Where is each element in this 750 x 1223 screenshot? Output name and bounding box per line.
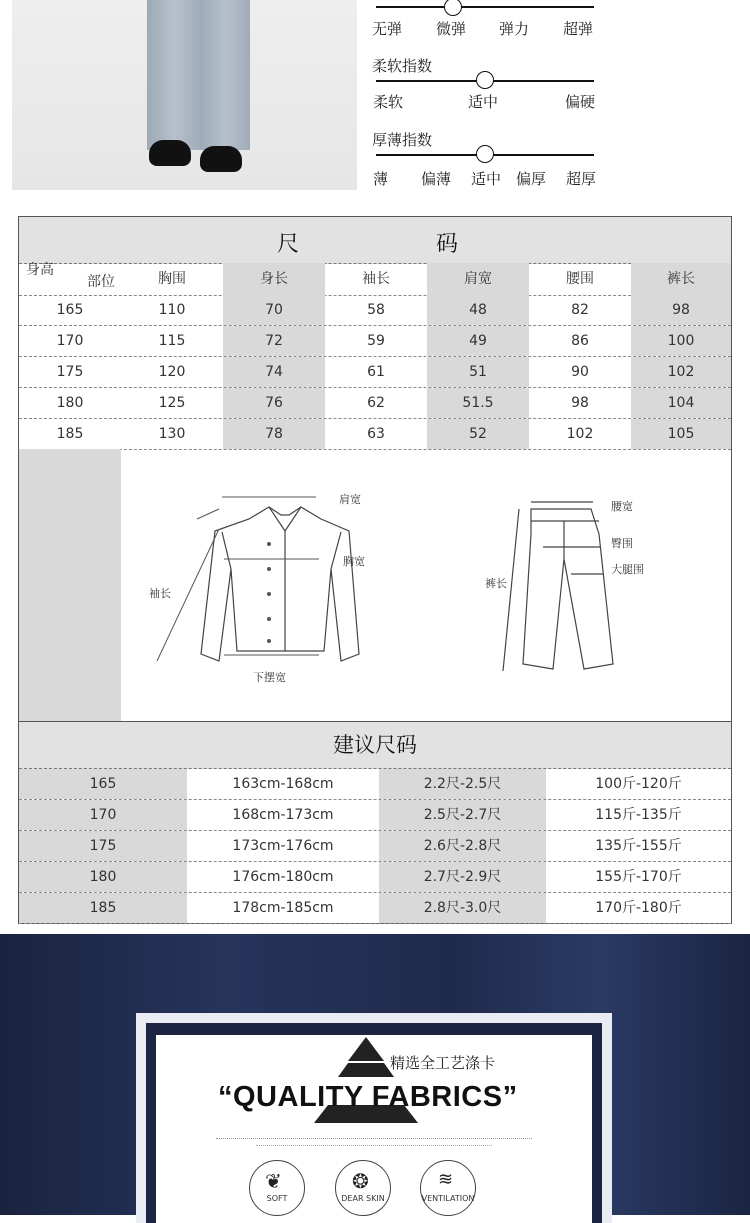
measurement-cell: 48 (427, 295, 529, 325)
weight-range-cell: 115斤-135斤 (595, 807, 682, 823)
banner-card (136, 1013, 612, 1223)
sleeve-label: 袖长 (149, 587, 171, 600)
weight-range-cell: 155斤-170斤 (595, 869, 682, 885)
feature-label: SOFT (266, 1194, 288, 1203)
fabric-index-scales (370, 0, 610, 200)
height-range-cell: 163cm-168cm (232, 776, 334, 792)
measurement-cell: 74 (223, 357, 325, 387)
measurement-cell: 110 (158, 302, 186, 318)
scale-label: 适中 (471, 170, 502, 188)
measurement-cell: 78 (223, 419, 325, 449)
measurement-diagrams (19, 449, 731, 722)
height-cell: 180 (56, 395, 84, 411)
measurement-cell: 58 (367, 302, 385, 318)
banner-card-paper (156, 1035, 592, 1223)
waist-range-cell: 2.2尺-2.5尺 (379, 769, 546, 799)
measurement-cell: 82 (571, 302, 589, 318)
scale-label: 偏薄 (421, 170, 452, 188)
suggested-size-row (19, 831, 731, 862)
column-header: 袖长 (362, 271, 390, 287)
size-table-header (19, 263, 731, 296)
leaf-icon: ❦ (265, 1169, 282, 1193)
airflow-icon: ≋ (438, 1169, 454, 1190)
size-table-title (19, 217, 731, 264)
feature-label: DEAR SKIN (341, 1194, 385, 1203)
measurement-cell: 105 (631, 419, 731, 449)
measurement-cell: 102 (631, 357, 731, 387)
corner-cell (19, 263, 121, 295)
measurement-cell: 52 (427, 419, 529, 449)
softness-scale-marker (476, 71, 494, 89)
size-table-row (19, 419, 731, 450)
weight-range-cell: 100斤-120斤 (595, 776, 682, 792)
elasticity-scale-marker (444, 0, 462, 16)
suggested-size-row (19, 769, 731, 800)
column-header: 身长 (223, 263, 325, 295)
banner-subtitle: 精选全工艺涤卡 (390, 1054, 496, 1072)
fine-print-line (216, 1138, 532, 1141)
fine-print-line (256, 1145, 492, 1148)
shirt-drawing (201, 507, 359, 661)
scale-label: 偏硬 (565, 93, 596, 111)
left-trouser-leg (147, 0, 202, 150)
measurement-cell: 90 (571, 364, 589, 380)
hip-label: 臀围 (611, 537, 633, 550)
feature-badge (420, 1160, 476, 1216)
corner-top-label: 身高 (26, 262, 54, 278)
scale-label: 超厚 (566, 170, 597, 188)
measurement-cell: 104 (631, 388, 731, 418)
measurement-cell: 61 (367, 364, 385, 380)
size-table-row (19, 326, 731, 357)
measurement-cell: 62 (367, 395, 385, 411)
measurement-cell: 98 (571, 395, 589, 411)
scale-label: 适中 (468, 93, 499, 111)
height-cell: 185 (56, 426, 84, 442)
scale-label: 微弹 (436, 20, 467, 38)
height-range-cell: 168cm-173cm (232, 807, 334, 823)
garment-diagram-svg (19, 449, 731, 721)
size-cell: 180 (19, 862, 187, 892)
measurement-cell: 49 (427, 326, 529, 356)
measurement-cell: 120 (158, 364, 186, 380)
suggested-size-title: 建议尺码 (19, 722, 731, 769)
size-table-row (19, 388, 731, 419)
thickness-scale-marker (476, 145, 494, 163)
measurement-cell: 59 (367, 333, 385, 349)
measurement-cell: 102 (566, 426, 594, 442)
height-cell: 165 (56, 302, 84, 318)
suggested-size-row (19, 800, 731, 831)
right-trouser-leg (200, 0, 250, 150)
suggested-size-row (19, 893, 731, 924)
weight-range-cell: 135斤-155斤 (595, 838, 682, 854)
banner-title: “QUALITY FABRICS” (218, 1081, 518, 1113)
right-shoe (200, 146, 242, 172)
banner-card-frame (146, 1023, 602, 1223)
measurement-cell: 125 (158, 395, 186, 411)
feature-badge (335, 1160, 391, 1216)
size-cell: 170 (19, 800, 187, 830)
suggested-size-row (19, 862, 731, 893)
column-header: 肩宽 (427, 263, 529, 295)
measurement-cell: 130 (158, 426, 186, 442)
shirt-measure-lines (157, 497, 319, 661)
measurement-cell: 63 (367, 426, 385, 442)
scale-label: 超弹 (563, 20, 594, 38)
measurement-cell: 115 (158, 333, 186, 349)
weight-range-cell: 170斤-180斤 (595, 900, 682, 916)
column-header: 胸围 (158, 271, 186, 287)
size-title-left: 尺 (277, 232, 300, 257)
waist-range-cell: 2.8尺-3.0尺 (379, 893, 546, 923)
measurement-cell: 51 (427, 357, 529, 387)
height-range-cell: 176cm-180cm (232, 869, 334, 885)
chest-label: 胸宽 (343, 555, 365, 568)
measurement-cell: 70 (223, 295, 325, 325)
softness-scale-title: 柔软指数 (372, 57, 433, 75)
measurement-cell: 72 (223, 326, 325, 356)
feature-label: VENTILATION (421, 1194, 475, 1203)
size-cell: 185 (19, 893, 187, 923)
shirt-buttons (267, 542, 271, 643)
elasticity-scale-line (376, 6, 594, 8)
skin-icon: ❂ (352, 1169, 369, 1193)
height-range-cell: 178cm-185cm (232, 900, 334, 916)
pants-length-label: 裤长 (485, 577, 507, 590)
measurement-cell: 51.5 (427, 388, 529, 418)
feature-badge (249, 1160, 305, 1216)
height-cell: 170 (56, 333, 84, 349)
waist-range-cell: 2.7尺-2.9尺 (379, 862, 546, 892)
column-header: 腰围 (566, 271, 594, 287)
thigh-label: 大腿围 (611, 563, 644, 576)
hem-label: 下摆宽 (253, 671, 286, 684)
waist-label: 腰宽 (611, 500, 633, 513)
column-header: 裤长 (631, 263, 731, 295)
height-range-cell: 173cm-176cm (232, 838, 334, 854)
fabric-banner (0, 934, 750, 1215)
waist-range-cell: 2.6尺-2.8尺 (379, 831, 546, 861)
measurement-cell: 76 (223, 388, 325, 418)
size-table-row (19, 357, 731, 388)
size-cell: 165 (19, 769, 187, 799)
height-cell: 175 (56, 364, 84, 380)
scale-label: 柔软 (373, 93, 404, 111)
shoulder-label: 肩宽 (339, 493, 361, 506)
scale-label: 弹力 (499, 20, 530, 38)
waist-range-cell: 2.5尺-2.7尺 (379, 800, 546, 830)
pants-drawing (503, 502, 613, 671)
scale-label: 薄 (373, 170, 389, 188)
measurement-cell: 86 (571, 333, 589, 349)
corner-bottom-label: 部位 (87, 274, 115, 290)
scale-label: 偏厚 (516, 170, 547, 188)
measurement-cell: 98 (631, 295, 731, 325)
size-table-row (19, 295, 731, 326)
size-title-right: 码 (436, 232, 459, 257)
left-shoe (149, 140, 191, 166)
product-photo (12, 0, 357, 190)
scale-label: 无弹 (372, 20, 403, 38)
size-table (18, 216, 732, 924)
size-cell: 175 (19, 831, 187, 861)
measurement-cell: 100 (631, 326, 731, 356)
thickness-scale-title: 厚薄指数 (372, 131, 433, 149)
